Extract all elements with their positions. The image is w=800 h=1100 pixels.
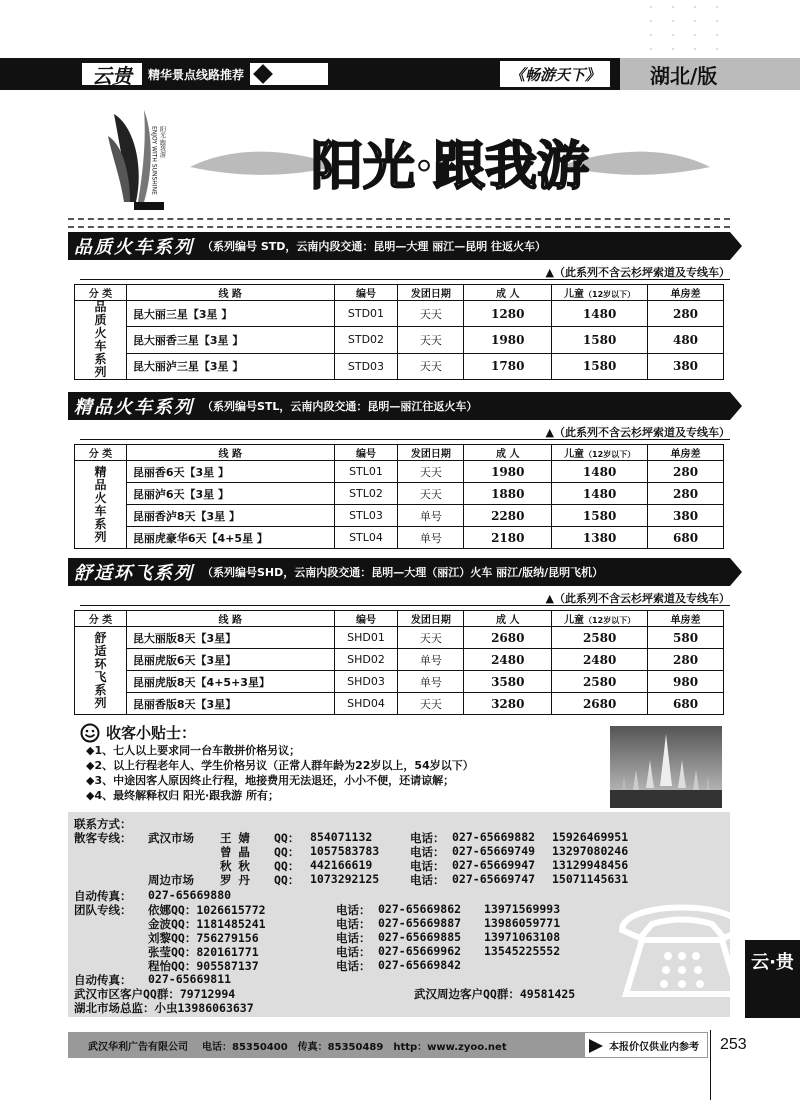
tel-value: 027-65669882 [452,830,536,844]
section-desc: （系列编号 STD，云南内段交通：昆明—大理 丽江—昆明 往返火车） [202,240,547,253]
top-banner [0,58,800,90]
date-cell: 天天 [398,353,464,379]
footer-disclaimer: 本报价仅供业内参考 [584,1032,708,1058]
child-price-cell: 1380 [552,527,648,549]
table-row [75,527,724,549]
col-adult: 成 人 [464,611,552,627]
diamond-icon [253,64,273,84]
route-cell: 昆丽虎版6天【3星】 [126,649,334,671]
qq-value: 1073292125 [310,872,380,886]
child-price-cell: 1480 [552,301,648,327]
section-desc: （系列编号STL，云南内段交通：昆明—丽江往返火车） [202,400,478,413]
adult-price-cell: 2680 [464,627,552,649]
pagoda-photo [610,726,722,808]
mobile-value: 13297080246 [552,844,629,858]
tip-item: ◆1、七人以上要求同一台车散拼价格另议； [86,744,301,757]
col-adult: 成 人 [464,285,552,301]
divider [68,226,730,228]
tel-label: 电话： [336,931,371,945]
wuhan-market-label: 武汉市场 [148,831,194,845]
section-note: ▲（此系列不含云杉坪索道及专线车） [80,264,730,280]
tel-value: 027-65669749 [452,844,536,858]
logo-cn: 阳光·跟我游 [158,126,166,158]
code-cell: STL02 [334,483,398,505]
col-route: 线 路 [126,611,334,627]
team-name-qq: 金波QQ：1181485241 [148,917,266,931]
category-label: 品质火车系列 [94,300,107,379]
qq-label: QQ： [274,873,300,887]
col-category: 分 类 [75,285,127,301]
route-cell: 昆丽泸6天【3星 】 [126,483,334,505]
route-table-shd [74,610,724,715]
mobile-value: 13129948456 [552,858,629,872]
col-child [552,445,648,461]
team-name-qq: 张莹QQ：820161771 [148,945,259,959]
table-row [75,671,724,693]
code-cell: STL03 [334,505,398,527]
retail-row [74,858,714,872]
footer-fax: 传真：85350489 [297,1041,384,1053]
mobile-value: 13971063108 [484,930,561,944]
tip-item: ◆2、以上行程老年人、学生价格另议（正常人群年龄为22岁以上，54岁以下） [86,759,474,772]
brand-name: 云贵 [92,63,132,88]
tel-value: 027-65669747 [452,872,536,886]
retail-row [74,830,714,844]
tel-value: 027-65669885 [378,930,462,944]
triangle-icon [730,232,742,260]
tel-label: 电话： [410,859,445,873]
adult-price-cell: 1280 [464,301,552,327]
retail-row [74,872,714,886]
date-cell: 天天 [398,483,464,505]
child-price-cell: 1580 [552,327,648,353]
col-child-label: 儿童 [564,615,585,626]
col-child-age: （12岁以下） [584,616,636,625]
single-room-cell: 380 [648,505,724,527]
page-number: 253 [720,1036,747,1053]
tel-label: 电话： [336,917,371,931]
contact-name: 罗 丹 [220,873,250,887]
wuhan-qq-group: 武汉市区客户QQ群：79712994 [74,987,236,1001]
qq-label: QQ： [274,831,300,845]
col-child-label: 儿童 [564,449,585,460]
region-side-tab: 云·贵 [745,940,800,1018]
col-date: 发团日期 [398,285,464,301]
route-cell: 昆大丽三星【3星 】 [126,301,334,327]
tel-label: 电话： [336,945,371,959]
category-cell [75,461,127,549]
team-name-qq: 刘黎QQ：756279156 [148,931,259,945]
section-note: ▲（此系列不含云杉坪索道及专线车） [80,590,730,606]
code-cell: SHD03 [334,671,398,693]
date-cell: 单号 [398,505,464,527]
route-table-std [74,284,724,380]
table-header-row [75,445,724,461]
section-title: 品质火车系列 [74,237,194,258]
table-header-row [75,611,724,627]
category-cell [75,627,127,715]
table-row [75,353,724,379]
tips-title: 收客小贴士： [106,724,197,742]
col-code: 编号 [334,445,398,461]
category-label: 精品火车系列 [94,464,107,544]
single-room-cell: 280 [648,483,724,505]
adult-price-cell: 3280 [464,693,552,715]
tips-block [80,722,620,803]
single-room-cell: 580 [648,627,724,649]
col-single: 单房差 [648,285,724,301]
route-table-stl [74,444,724,549]
logo-en: ENJOY WITH SUNSHINE [150,126,158,195]
table-row [75,693,724,715]
col-single: 单房差 [648,445,724,461]
table-row [75,461,724,483]
table-header-row [75,285,724,301]
code-cell: SHD04 [334,693,398,715]
col-child-label: 儿童 [564,289,585,300]
child-price-cell: 1580 [552,505,648,527]
table-row [75,301,724,327]
dot-grid-decoration [640,0,730,50]
team-name-qq: 程怡QQ：905587137 [148,959,259,973]
col-route: 线 路 [126,285,334,301]
single-room-cell: 480 [648,327,724,353]
tel-value: 027-65669862 [378,902,462,916]
code-cell: STD02 [334,327,398,353]
col-code: 编号 [334,611,398,627]
adult-price-cell: 2280 [464,505,552,527]
table-row [75,327,724,353]
contact-name: 王 婧 [220,831,250,845]
tel-value: 027-65669842 [378,958,462,972]
single-room-cell: 380 [648,353,724,379]
child-price-cell: 2580 [552,627,648,649]
date-cell: 单号 [398,527,464,549]
route-cell: 昆丽香泸8天【3星 】 [126,505,334,527]
table-row [75,627,724,649]
section-header-shd [68,558,730,586]
brand-subtitle: 精华景点线路推荐 [142,63,250,85]
manager-row [74,1000,714,1014]
section-desc: （系列编号SHD，云南内段交通：昆明—大理（丽江）火车 丽江/版纳/昆明飞机） [202,566,604,579]
brand-block [80,61,330,87]
col-child-age: （12岁以下） [584,450,636,459]
smiley-icon [80,723,100,743]
col-adult: 成 人 [464,445,552,461]
code-cell: STL01 [334,461,398,483]
contact-name: 秋 秋 [220,859,250,873]
table-row [75,483,724,505]
code-cell: STL04 [334,527,398,549]
adult-price-cell: 2480 [464,649,552,671]
col-code: 编号 [334,285,398,301]
qq-value: 854071132 [310,830,373,844]
divider [68,218,730,220]
single-room-cell: 280 [648,649,724,671]
hero-title-art [180,122,720,212]
code-cell: SHD01 [334,627,398,649]
adult-price-cell: 1880 [464,483,552,505]
tip-item: ◆4、最终解释权归 阳光·跟我游 所有； [86,789,279,802]
col-child [552,285,648,301]
footer-bar [68,1032,708,1058]
contact-name: 曾 晶 [220,845,250,859]
mobile-value: 13971569993 [484,902,561,916]
route-cell: 昆大丽泸三星【3星 】 [126,353,334,379]
adult-price-cell: 2180 [464,527,552,549]
code-cell: STD03 [334,353,398,379]
date-cell: 单号 [398,649,464,671]
adult-price-cell: 1980 [464,327,552,353]
qq-value: 442166619 [310,858,373,872]
tel-label: 电话： [336,903,371,917]
single-room-cell: 680 [648,527,724,549]
sunshine-logo [104,106,170,216]
tel-value: 027-65669947 [452,858,536,872]
single-room-cell: 280 [648,301,724,327]
footer-tel: 电话：85350400 [202,1041,288,1053]
tel-label: 电话： [410,873,445,887]
team-name-qq: 依娜QQ：1026615772 [148,903,266,917]
fax-value: 027-65669811 [148,972,232,986]
col-route: 线 路 [126,445,334,461]
tel-value: 027-65669887 [378,916,462,930]
mobile-value: 13545225552 [484,944,561,958]
col-date: 发团日期 [398,445,464,461]
col-category: 分 类 [75,445,127,461]
code-cell: SHD02 [334,649,398,671]
team-label: 团队专线： [74,903,132,917]
fax-value: 027-65669880 [148,888,232,902]
col-child [552,611,648,627]
col-date: 发团日期 [398,611,464,627]
magazine-title: 《畅游天下》 [500,61,610,87]
retail-label: 散客专线： [74,831,132,845]
retail-row [74,844,714,858]
surround-qq-group: 武汉周边客户QQ群：49581425 [414,987,576,1001]
category-label: 舒适环飞系列 [94,630,107,710]
hubei-manager: 湖北市场总监：小虫13986063637 [74,1001,254,1015]
qq-label: QQ： [274,859,300,873]
page-margin-line [710,1030,711,1100]
section-title: 精品火车系列 [74,397,194,418]
category-cell [75,301,127,380]
tel-label: 电话： [410,831,445,845]
route-cell: 昆大丽版8天【3星】 [126,627,334,649]
surround-market-label: 周边市场 [148,873,194,887]
hero-title: 阳光·跟我游 [310,136,590,197]
contact-title: 联系方式： [74,817,132,831]
edition-label: 湖北/版 [620,58,800,90]
footer-url: http：www.zyoo.net [393,1041,507,1053]
child-price-cell: 1480 [552,461,648,483]
fax-label: 自动传真： [74,973,132,987]
section-note: ▲（此系列不含云杉坪索道及专线车） [80,424,730,440]
route-cell: 昆大丽香三星【3星 】 [126,327,334,353]
route-cell: 昆丽香版8天【3星】 [126,693,334,715]
section-title: 舒适环飞系列 [74,563,194,584]
triangle-icon [730,558,742,586]
qq-value: 1057583783 [310,844,380,858]
mobile-value: 15071145631 [552,872,629,886]
col-child-age: （12岁以下） [584,290,636,299]
triangle-icon [730,392,742,420]
tel-label: 电话： [410,845,445,859]
date-cell: 天天 [398,627,464,649]
route-cell: 昆丽虎豪华6天【4+5星 】 [126,527,334,549]
child-price-cell: 2580 [552,671,648,693]
single-room-cell: 680 [648,693,724,715]
date-cell: 单号 [398,671,464,693]
footer-company: 武汉华利广告有限公司 [88,1041,188,1053]
telephone-icon [612,890,752,1000]
child-price-cell: 2680 [552,693,648,715]
child-price-cell: 2480 [552,649,648,671]
single-room-cell: 980 [648,671,724,693]
date-cell: 天天 [398,301,464,327]
date-cell: 天天 [398,461,464,483]
adult-price-cell: 1780 [464,353,552,379]
adult-price-cell: 1980 [464,461,552,483]
col-category: 分 类 [75,611,127,627]
child-price-cell: 1580 [552,353,648,379]
tel-label: 电话： [336,959,371,973]
section-header-std [68,232,730,260]
code-cell: STD01 [334,301,398,327]
date-cell: 天天 [398,327,464,353]
mobile-value: 13986059771 [484,916,561,930]
section-header-stl [68,392,730,420]
col-single: 单房差 [648,611,724,627]
child-price-cell: 1480 [552,483,648,505]
single-room-cell: 280 [648,461,724,483]
tip-item: ◆3、中途因客人原因终止行程，地接费用无法退还，小小不便，还请谅解； [86,774,455,787]
route-cell: 昆丽虎版8天【4+5+3星】 [126,671,334,693]
fax-label: 自动传真： [74,889,132,903]
tel-value: 027-65669962 [378,944,462,958]
date-cell: 天天 [398,693,464,715]
qq-label: QQ： [274,845,300,859]
route-cell: 昆丽香6天【3星 】 [126,461,334,483]
mobile-value: 15926469951 [552,830,629,844]
adult-price-cell: 3580 [464,671,552,693]
table-row [75,649,724,671]
table-row [75,505,724,527]
tips-header [80,722,620,743]
